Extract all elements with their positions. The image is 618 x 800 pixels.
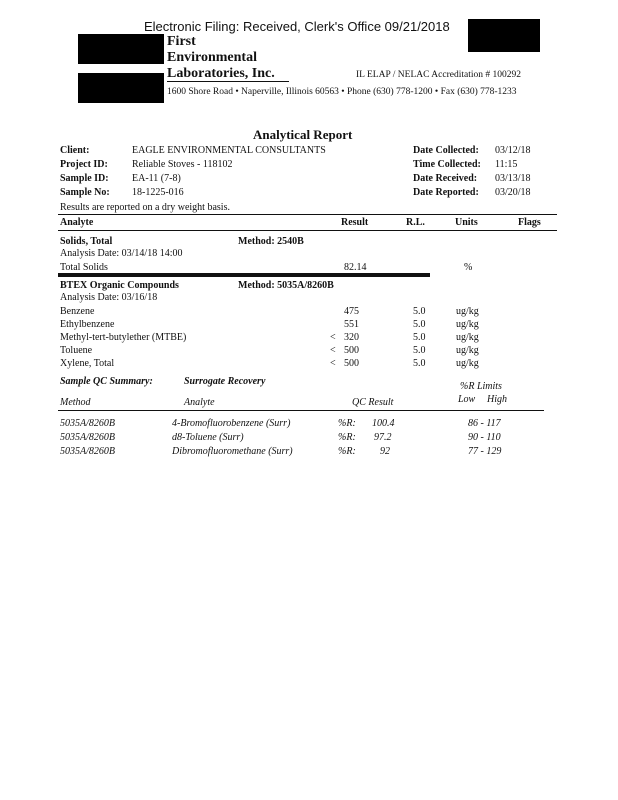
- solids-analysis-date: Analysis Date: 03/14/18 14:00: [60, 248, 183, 259]
- btex-row-rl: 5.0: [413, 358, 426, 369]
- btex-row-result: 551: [344, 319, 359, 330]
- sample-no-label: Sample No:: [60, 187, 110, 198]
- btex-row-result: 500: [344, 345, 359, 356]
- solids-method: Method: 2540B: [238, 236, 304, 247]
- sample-id-label: Sample ID:: [60, 173, 109, 184]
- section-divider: [58, 273, 430, 277]
- qc-row-value: 97.2: [374, 432, 392, 443]
- btex-row-units: ug/kg: [456, 306, 479, 317]
- btex-row-rl: 5.0: [413, 319, 426, 330]
- project-label: Project ID:: [60, 159, 108, 170]
- qc-col-analyte: Analyte: [184, 397, 215, 408]
- qc-surrogate-label: Surrogate Recovery: [184, 376, 266, 387]
- btex-row-prefix: <: [330, 345, 336, 356]
- qc-row-limits: 90 - 110: [468, 432, 501, 443]
- col-analyte: Analyte: [60, 217, 94, 228]
- basis-note: Results are reported on a dry weight basis.: [60, 202, 230, 213]
- lab-address: 1600 Shore Road • Naperville, Illinois 60563 • Phone (630) 778-1200 • Fax (630) 778-1233: [167, 87, 517, 97]
- client-value: EAGLE ENVIRONMENTAL CONSULTANTS: [132, 145, 326, 156]
- btex-row-units: ug/kg: [456, 332, 479, 343]
- lab-name-line1: First: [167, 34, 196, 49]
- btex-row-prefix: <: [330, 358, 336, 369]
- btex-row-name: Toluene: [60, 345, 93, 356]
- date-collected-value: 03/12/18: [495, 145, 531, 156]
- qc-row-pct: %R:: [338, 446, 356, 457]
- btex-row-units: ug/kg: [456, 319, 479, 330]
- btex-analysis-date: Analysis Date: 03/16/18: [60, 292, 158, 303]
- sample-id-value: EA-11 (7-8): [132, 173, 181, 184]
- btex-row-result: 320: [344, 332, 359, 343]
- lab-name-line3: Laboratories, Inc.: [167, 66, 275, 81]
- redaction-block: [78, 73, 164, 103]
- lab-name-underline: [167, 81, 289, 82]
- btex-row-rl: 5.0: [413, 306, 426, 317]
- solids-row-units: %: [464, 262, 473, 273]
- btex-row-name: Benzene: [60, 306, 95, 317]
- date-received-label: Date Received:: [413, 173, 478, 184]
- qc-header-rule: [58, 410, 544, 411]
- btex-row-name: Methyl-tert-butylether (MTBE): [60, 332, 187, 343]
- solids-heading: Solids, Total: [60, 236, 113, 247]
- btex-row-rl: 5.0: [413, 332, 426, 343]
- date-reported-value: 03/20/18: [495, 187, 531, 198]
- btex-heading: BTEX Organic Compounds: [60, 280, 179, 291]
- time-collected-label: Time Collected:: [413, 159, 481, 170]
- qc-col-high: High: [487, 394, 507, 405]
- redaction-block: [468, 19, 540, 52]
- filing-stamp: Electronic Filing: Received, Clerk's Office 09/21/2018: [144, 19, 450, 34]
- btex-row-name: Xylene, Total: [60, 358, 115, 369]
- qc-limits-label: %R Limits: [460, 381, 502, 392]
- btex-row-rl: 5.0: [413, 345, 426, 356]
- qc-row-pct: %R:: [338, 432, 356, 443]
- qc-row-limits: 86 - 117: [468, 418, 501, 429]
- client-label: Client:: [60, 145, 90, 156]
- btex-row-units: ug/kg: [456, 358, 479, 369]
- time-collected-value: 11:15: [495, 159, 518, 170]
- qc-row-limits: 77 - 129: [468, 446, 502, 457]
- col-result: Result: [341, 217, 369, 228]
- btex-row-name: Ethylbenzene: [60, 319, 115, 330]
- solids-row-result: 82.14: [344, 262, 367, 273]
- btex-row-result: 475: [344, 306, 359, 317]
- qc-row-analyte: Dibromofluoromethane (Surr): [172, 446, 293, 457]
- header-bottom-rule: [58, 230, 557, 231]
- date-collected-label: Date Collected:: [413, 145, 479, 156]
- date-received-value: 03/13/18: [495, 173, 531, 184]
- btex-row-prefix: <: [330, 332, 336, 343]
- qc-row-method: 5035A/8260B: [60, 446, 115, 457]
- qc-col-result: QC Result: [352, 397, 394, 408]
- report-title: Analytical Report: [253, 127, 353, 142]
- col-units: Units: [455, 217, 478, 228]
- qc-col-low: Low: [458, 394, 476, 405]
- col-flags: Flags: [518, 217, 541, 228]
- qc-row-pct: %R:: [338, 418, 356, 429]
- qc-summary-label: Sample QC Summary:: [60, 376, 153, 387]
- qc-col-method: Method: [60, 397, 91, 408]
- date-reported-label: Date Reported:: [413, 187, 479, 198]
- solids-row-name: Total Solids: [60, 262, 108, 273]
- qc-row-value: 92: [380, 446, 390, 457]
- header-top-rule: [58, 214, 557, 215]
- accreditation: IL ELAP / NELAC Accreditation # 100292: [356, 70, 521, 80]
- btex-row-result: 500: [344, 358, 359, 369]
- sample-no-value: 18-1225-016: [132, 187, 184, 198]
- qc-row-value: 100.4: [372, 418, 395, 429]
- qc-row-analyte: d8-Toluene (Surr): [172, 432, 244, 443]
- btex-method: Method: 5035A/8260B: [238, 280, 334, 291]
- redaction-block: [78, 34, 164, 64]
- project-value: Reliable Stoves - 118102: [132, 159, 233, 170]
- qc-row-method: 5035A/8260B: [60, 418, 115, 429]
- col-rl: R.L.: [406, 217, 425, 228]
- lab-name-line2: Environmental: [167, 50, 257, 65]
- btex-row-units: ug/kg: [456, 345, 479, 356]
- qc-row-method: 5035A/8260B: [60, 432, 115, 443]
- qc-row-analyte: 4-Bromofluorobenzene (Surr): [172, 418, 291, 429]
